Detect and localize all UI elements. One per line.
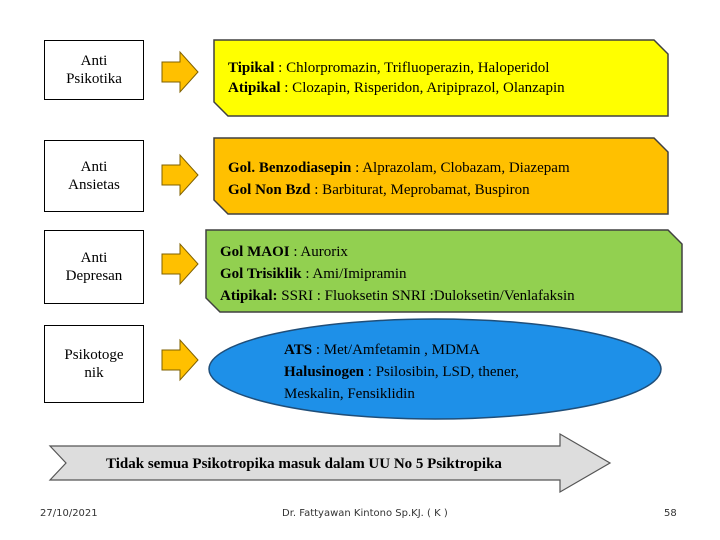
category-box-antiansietas [44, 140, 144, 212]
non-bzd-drugs: : Barbiturat, Meprobamat, Buspiron [310, 182, 530, 198]
tipikal-drugs: : Chlorpromazin, Trifluoperazin, Haloperidol [274, 60, 550, 76]
ats-drugs: : Met/Amfetamin , MDMA [312, 342, 480, 358]
arrow-right-icon [162, 340, 198, 380]
antipsikotika-box [214, 40, 668, 116]
maoi-label: Gol MAOI [220, 244, 290, 260]
category-box-psikotogenik [44, 325, 144, 403]
antiansietas-line-1 [228, 158, 570, 178]
category-box-antipsikotika [44, 40, 144, 100]
footer-date: 27/10/2021 [40, 508, 98, 519]
category-label: Anti Psikotika [66, 53, 122, 87]
non-bzd-label: Gol Non Bzd [228, 182, 311, 198]
trisiklik-label: Gol Trisiklik [220, 266, 302, 282]
bottom-arrow-text: Tidak semua Psikotropika masuk dalam UU No 5 Psiktropika [106, 456, 502, 472]
tipikal-label: Tipikal [228, 60, 275, 76]
antidepresan-line-3 [220, 286, 575, 306]
halusinogen-drugs-cont: Meskalin, Fensiklidin [284, 386, 415, 402]
psikotogenik-line-1 [284, 340, 480, 360]
antidepresan-box [206, 230, 682, 312]
benzodiasepin-drugs: : Alprazolam, Clobazam, Diazepam [351, 160, 570, 176]
halusinogen-label: Halusinogen [284, 364, 365, 380]
antidepresan-line-1 [220, 242, 348, 262]
benzodiasepin-label: Gol. Benzodiasepin [228, 160, 352, 176]
antidepresan-line-2 [220, 264, 407, 284]
ats-label: ATS [284, 342, 313, 358]
trisiklik-drugs: : Ami/Imipramin [301, 266, 407, 282]
psikotogenik-line-2 [284, 362, 519, 382]
arrow-right-icon [162, 52, 198, 92]
atipikal-drugs: : Clozapin, Risperidon, Aripiprazol, Olanzapin [280, 80, 565, 96]
atipikal-drugs: SSRI : Fluoksetin SNRI :Duloksetin/Venlafaksin [277, 288, 575, 304]
category-box-antidepresan [44, 230, 144, 304]
arrow-right-icon [162, 244, 198, 284]
psikotogenik-line-3 [284, 384, 415, 404]
atipikal-label: Atipikal: [220, 288, 278, 304]
antipsikotika-line-2 [228, 78, 565, 98]
antiansietas-line-2 [228, 180, 530, 200]
maoi-drugs: : Aurorix [289, 244, 348, 260]
footer-author: Dr. Fattyawan Kintono Sp.KJ. ( K ) [282, 508, 448, 519]
category-label: Anti Depresan [65, 250, 123, 284]
arrow-right-icon [162, 155, 198, 195]
atipikal-label: Atipikal [228, 80, 281, 96]
antipsikotika-line-1 [228, 58, 549, 78]
footer-page-number: 58 [664, 508, 677, 519]
category-label: Psikotoge nik [64, 347, 124, 381]
category-label: Anti Ansietas [68, 159, 120, 193]
antiansietas-box [214, 138, 668, 214]
bottom-arrow [50, 434, 610, 492]
halusinogen-drugs: : Psilosibin, LSD, thener, [364, 364, 519, 380]
psikotogenik-ellipse [208, 318, 662, 420]
